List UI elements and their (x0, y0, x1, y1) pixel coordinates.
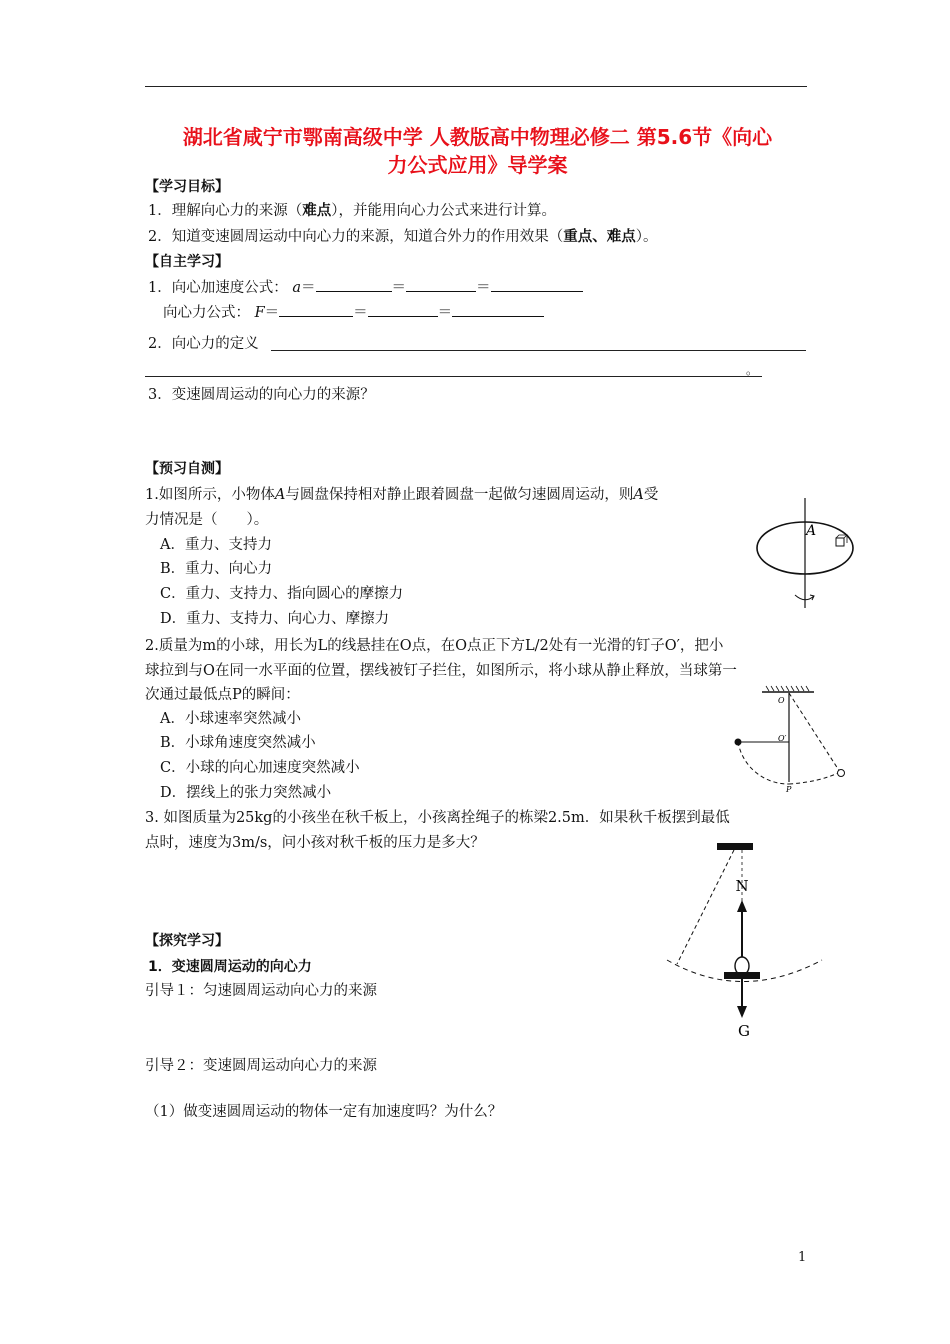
pretest-heading: 【预习自测】 (145, 461, 229, 477)
explore-guide-2: 引导２：变速圆周运动向心力的来源 (145, 1058, 377, 1074)
fig2-label-p: P (786, 785, 792, 794)
blank-field[interactable] (491, 277, 583, 292)
explore-guide-1: 引导１：匀速圆周运动向心力的来源 (145, 983, 377, 999)
self-study-q3: 3．变速圆周运动的向心力的来源？ (148, 387, 375, 403)
accel-formula-line: 1．向心加速度公式： a＝ ＝ ＝ (148, 277, 583, 298)
blank-field[interactable] (406, 277, 476, 292)
q1-option-a[interactable]: A．重力、支持力 (160, 537, 272, 553)
answer-line[interactable] (271, 350, 806, 351)
header-rule (145, 86, 807, 87)
pretest-q2-line3: 次通过最低点P的瞬间： (145, 687, 300, 703)
pretest-q2-line2: 球拉到与O在同一水平面的位置，摆线被钉子拦住，如图所示，将小球从静止释放，当球第一 (145, 663, 737, 679)
page-number: 1 (798, 1250, 807, 1265)
pendulum-nail-figure (728, 684, 858, 804)
page-title-line2: 力公式应用》导学案 (387, 153, 568, 177)
goal-item-2: 2．知道变速圆周运动中向心力的来源，知道合外力的作用效果（重点、难点）。 (148, 228, 658, 245)
fig2-label-o: O (778, 696, 785, 705)
blank-field[interactable] (316, 277, 392, 292)
goals-heading: 【学习目标】 (145, 179, 229, 195)
q1-option-c[interactable]: C．重力、支持力、指向圆心的摩擦力 (160, 586, 404, 602)
pretest-q1-line2: 力情况是（ ）。 (145, 512, 269, 528)
fig1-label-a: A (806, 523, 817, 539)
page-title-line1: 湖北省咸宁市鄂南高级中学 人教版高中物理必修二 第5.6节《向心 (182, 125, 773, 149)
self-study-heading: 【自主学习】 (145, 254, 229, 270)
definition-label: 2．向心力的定义 (148, 336, 259, 352)
rotating-disc-figure (752, 496, 858, 612)
pretest-q1-line1: 1.如图所示，小物体A与圆盘保持相对静止跟着圆盘一起做匀速圆周运动，则A受 (145, 487, 659, 503)
q2-option-d[interactable]: D．摆线上的张力突然减小 (160, 785, 332, 801)
explore-question-1: （1）做变速圆周运动的物体一定有加速度吗？为什么？ (145, 1104, 503, 1120)
explore-heading: 【探究学习】 (145, 933, 229, 949)
blank-field[interactable] (279, 302, 353, 317)
q2-option-b[interactable]: B．小球角速度突然减小 (160, 735, 316, 751)
q2-option-a[interactable]: A．小球速率突然减小 (160, 711, 301, 727)
pretest-q2-line1: 2.质量为m的小球，用长为L的线悬挂在O点，在O点正下方L/2处有一光滑的钉子O′，把小 (145, 638, 724, 654)
fig2-label-o-prime: O′ (778, 734, 787, 743)
q1-option-d[interactable]: D．重力、支持力、向心力、摩擦力 (160, 611, 390, 627)
goal-item-1: 1．理解向心力的来源（难点），并能用向心力公式来进行计算。 (148, 202, 556, 219)
answer-line[interactable] (145, 376, 762, 377)
pretest-q3-line2: 点时，速度为3m/s，问小孩对秋千板的压力是多大？ (145, 835, 485, 851)
blank-field[interactable] (452, 302, 544, 317)
blank-field[interactable] (368, 302, 438, 317)
fig3-label-g: G (738, 1022, 750, 1040)
force-formula-line: 向心力公式： F＝ ＝ ＝ (163, 302, 544, 323)
swing-force-figure (662, 838, 834, 1048)
explore-subheading: 1．变速圆周运动的向心力 (148, 959, 312, 975)
q1-option-b[interactable]: B．重力、向心力 (160, 561, 273, 577)
fig3-label-n: N (735, 877, 749, 895)
definition-end-mark: 。 (746, 363, 759, 377)
pretest-q3-line1: 3. 如图质量为25kg的小孩坐在秋千板上，小孩离拴绳子的栋梁2.5m．如果秋千板摆到最低 (145, 810, 730, 826)
q2-option-c[interactable]: C．小球的向心加速度突然减小 (160, 760, 360, 776)
